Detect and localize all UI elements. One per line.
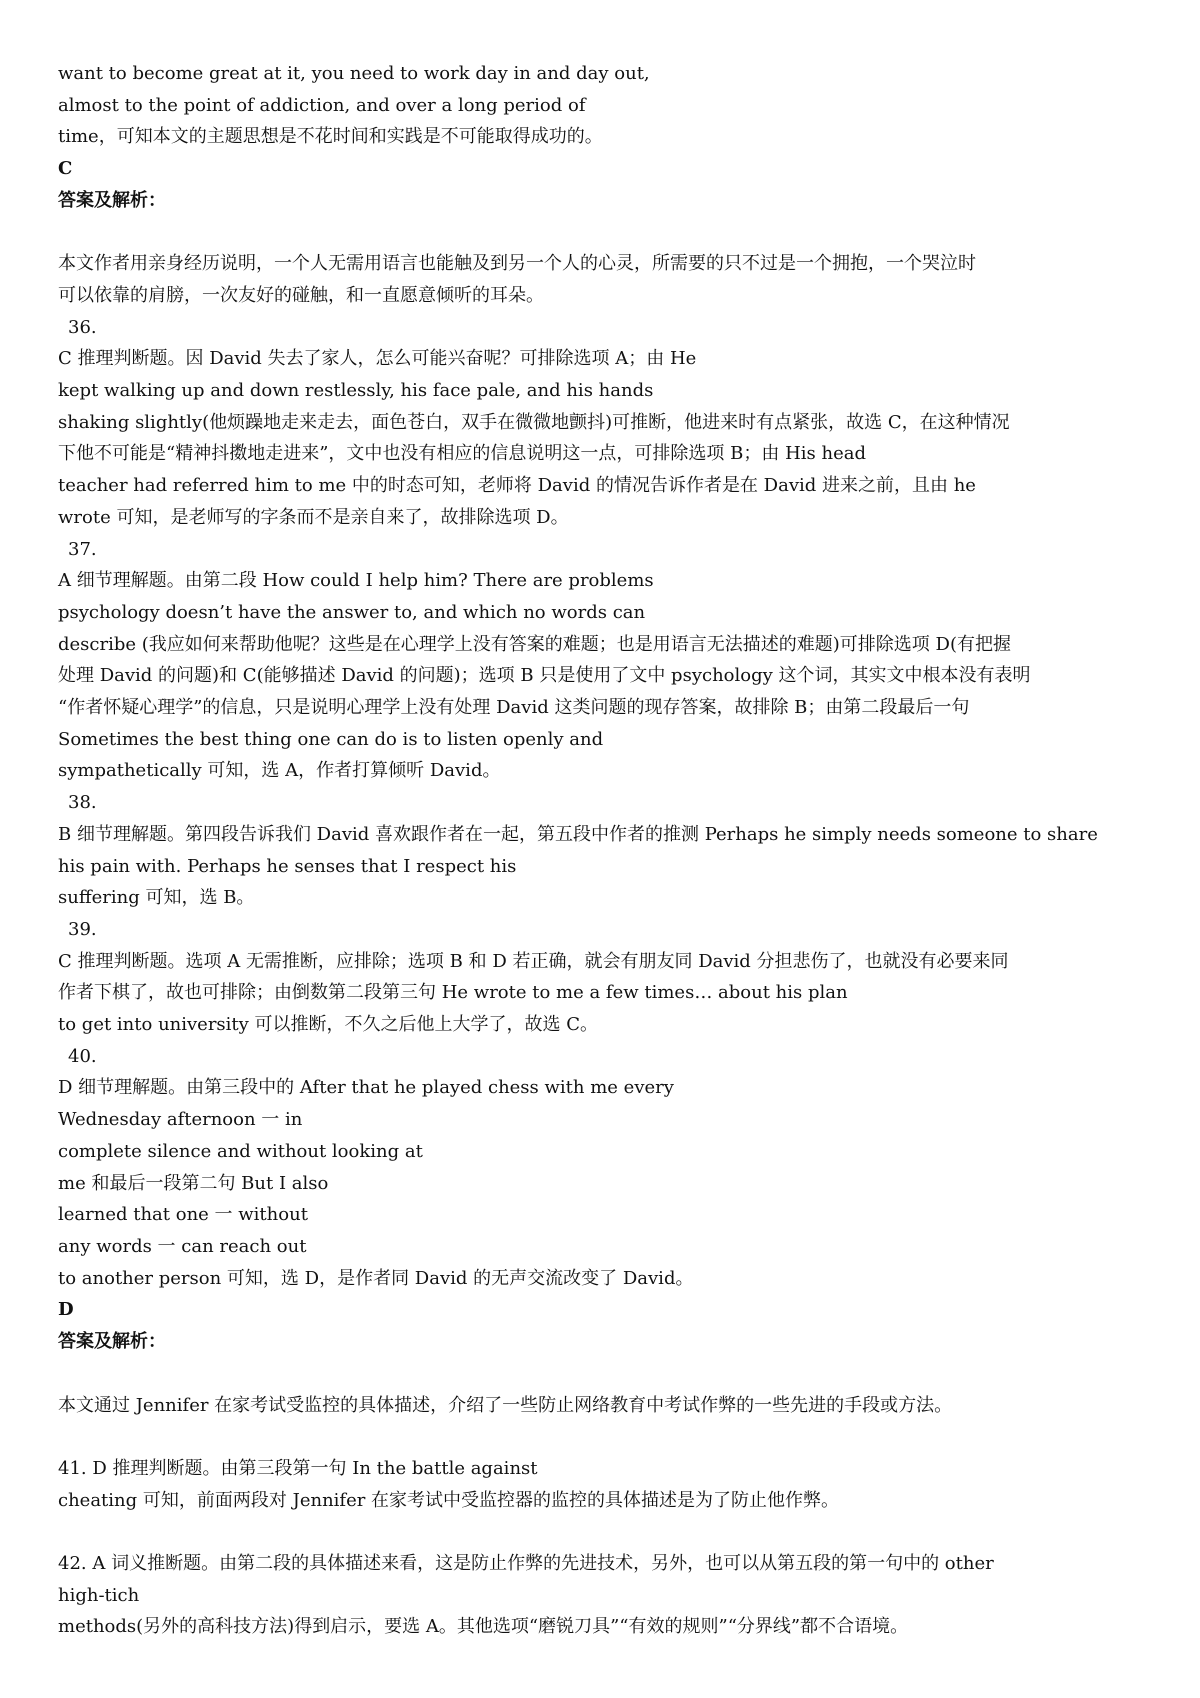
text-line: to another person 可知，选 D，是作者同 David 的无声交流改变了 David。: [58, 1267, 694, 1289]
text-line: A 细节理解题。由第二段 How could I help him? There are problems: [58, 570, 654, 592]
text-line: 41. D 推理判断题。由第三段第一句 In the battle against: [58, 1457, 538, 1479]
text-line: C 推理判断题。选项 A 无需推断，应排除；选项 B 和 D 若正确，就会有朋友同 David 分担悲伤了，也就没有必要来同: [58, 950, 1009, 972]
text-line: high-tich: [58, 1584, 140, 1606]
question-number: 40.: [68, 1045, 97, 1067]
text-line: kept walking up and down restlessly, his face pale, and his hands: [58, 380, 654, 402]
text-line: 作者下棋了，故也可排除；由倒数第二段第三句 He wrote to me a few times… about his plan: [58, 982, 848, 1004]
blank-line: [58, 1516, 1148, 1548]
text-line: 下他不可能是“精神抖擞地走进来”，文中也没有相应的信息说明这一点，可排除选项 B；由 His head: [58, 443, 866, 465]
text-line: shaking slightly(他烦躁地走来走去，面色苍白，双手在微微地颤抖)可推断，他进来时有点紧张，故选 C，在这种情况: [58, 411, 1010, 433]
document-page: [58, 58, 1148, 1643]
text-line: D 细节理解题。由第三段中的 After that he played chess with me every: [58, 1077, 674, 1099]
text-line: learned that one 一 without: [58, 1204, 308, 1226]
text-line: teacher had referred him to me 中的时态可知，老师将 David 的情况告诉作者是在 David 进来之前，且由 he: [58, 475, 976, 497]
text-line: 本文通过 Jennifer 在家考试受监控的具体描述，介绍了一些防止网络教育中考试作弊的一些先进的手段或方法。: [58, 1394, 953, 1416]
question-number: 38.: [68, 792, 97, 814]
blank-line: [58, 1358, 1148, 1390]
text-line: Wednesday afternoon 一 in: [58, 1109, 303, 1131]
text-line: 42. A 词义推断题。由第二段的具体描述来看，这是防止作弊的先进技术，另外，也可以从第五段的第一句中的 other: [58, 1552, 994, 1574]
question-number: 39.: [68, 918, 97, 940]
text-line: methods(另外的高科技方法)得到启示，要选 A。其他选项“磨锐刀具”“有效的规则”“分界线”都不合语境。: [58, 1616, 909, 1638]
text-line: to get into university 可以推断，不久之后他上大学了，故选 C。: [58, 1014, 599, 1036]
section-heading: C: [58, 158, 73, 180]
question-number: 37.: [68, 538, 97, 560]
text-line: any words 一 can reach out: [58, 1236, 307, 1257]
text-line: C 推理判断题。因 David 失去了家人，怎么可能兴奋呢？可排除选项 A；由 He: [58, 348, 697, 370]
blank-line: [58, 217, 1148, 249]
text-line: want to become great at it, you need to work day in and day out,: [58, 63, 650, 84]
text-line: time，可知本文的主题思想是不花时间和实践是不可能取得成功的。: [58, 126, 603, 148]
text-line: wrote 可知，是老师写的字条而不是亲自来了，故排除选项 D。: [58, 506, 569, 528]
text-line: Sometimes the best thing one can do is to listen openly and: [58, 728, 604, 750]
text-line: 可以依靠的肩膀，一次友好的碰触，和一直愿意倾听的耳朵。: [58, 284, 544, 306]
text-line: suffering 可知，选 B。: [58, 887, 255, 909]
text-line: “作者怀疑心理学”的信息，只是说明心理学上没有处理 David 这类问题的现存答案，故排除 B；由第二段最后一句: [58, 697, 970, 719]
text-line: sympathetically 可知，选 A，作者打算倾听 David。: [58, 760, 501, 782]
text-line: B 细节理解题。第四段告诉我们 David 喜欢跟作者在一起，第五段中作者的推测 Perhaps he simply needs someone to share: [58, 823, 1098, 845]
text-line: complete silence and without looking at: [58, 1140, 423, 1162]
text-line: his pain with. Perhaps he senses that I respect his: [58, 855, 517, 877]
text-line: 处理 David 的问题)和 C(能够描述 David 的问题)；选项 B 只是使用了文中 psychology 这个词，其实文中根本没有表明: [58, 665, 1031, 687]
text-line: 本文作者用亲身经历说明，一个人无需用语言也能触及到另一个人的心灵，所需要的只不过是一个拥抱，一个哭泣时: [58, 253, 976, 275]
section-heading: D: [58, 1299, 74, 1321]
section-heading: 答案及解析：: [58, 189, 166, 211]
text-line: psychology doesn’t have the answer to, and which no words can: [58, 601, 646, 623]
question-number: 36.: [68, 316, 97, 338]
text-line: almost to the point of addiction, and over a long period of: [58, 94, 586, 116]
text-line: cheating 可知，前面两段对 Jennifer 在家考试中受监控器的监控的具体描述是为了防止他作弊。: [58, 1489, 840, 1511]
text-line: me 和最后一段第二句 But I also: [58, 1172, 329, 1194]
section-heading: 答案及解析：: [58, 1331, 166, 1353]
blank-line: [58, 1421, 1148, 1453]
text-line: describe (我应如何来帮助他呢？这些是在心理学上没有答案的难题；也是用语言无法描述的难题)可排除选项 D(有把握: [58, 633, 1011, 655]
